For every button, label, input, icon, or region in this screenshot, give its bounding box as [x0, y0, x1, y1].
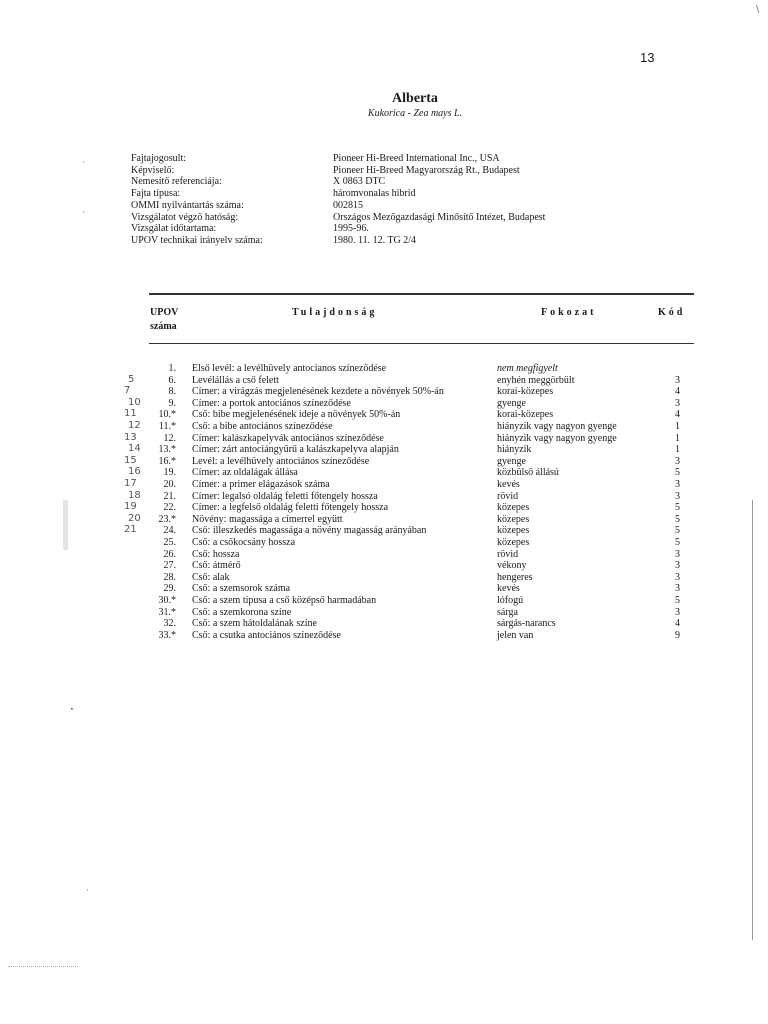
- row-code: 3: [675, 374, 680, 386]
- scan-speck: ·: [86, 886, 89, 896]
- row-code: 3: [675, 571, 680, 583]
- row-number: 1.: [168, 363, 176, 374]
- row-number: 33.*: [158, 629, 176, 641]
- row-number: 25.: [163, 537, 176, 548]
- row-grade: lófogú: [497, 595, 524, 606]
- row-grade: kevés: [497, 479, 520, 490]
- row-grade: gyenge: [497, 455, 526, 467]
- row-property: Cső: a csutka antociános színeződése: [192, 629, 341, 641]
- row-property: Címer: kalászkapelyvák antociános színeződése: [192, 432, 384, 444]
- row-number: 31.*: [158, 606, 176, 618]
- document-title: Alberta: [392, 91, 438, 106]
- row-grade: hiányzik vagy nagyon gyenge: [497, 421, 617, 432]
- row-number: 23.*: [158, 513, 176, 525]
- row-property: Cső: a bibe antociános színeződése: [192, 421, 333, 432]
- row-number: 13.*: [158, 444, 176, 456]
- scan-speck: \: [756, 4, 760, 15]
- row-code: 5: [675, 513, 680, 525]
- row-code: 5: [675, 467, 680, 479]
- row-number: 22.: [163, 502, 176, 514]
- row-property: Cső: illeszkedés magassága a növény magasság arányában: [192, 525, 427, 537]
- row-grade: vékony: [497, 560, 527, 572]
- row-property: Cső: hossza: [192, 548, 240, 560]
- row-code: 1: [675, 444, 680, 456]
- meta-label: Vizsgálatot végző hatóság:: [131, 211, 239, 223]
- row-number: 10.*: [158, 409, 176, 421]
- handwritten-number: 14: [128, 443, 141, 455]
- row-code: 3: [675, 560, 680, 572]
- row-code: 1: [675, 421, 680, 432]
- row-property: Cső: a szemsorok száma: [192, 583, 291, 595]
- row-code: 5: [675, 537, 680, 548]
- handwritten-number: 11: [124, 408, 137, 420]
- scan-speck: ·: [70, 702, 74, 716]
- row-code: 5: [675, 595, 680, 606]
- row-code: 4: [675, 386, 680, 398]
- row-number: 16.*: [158, 455, 176, 467]
- row-property: Levél: a levélhüvely antociános színeződése: [192, 455, 370, 467]
- handwritten-number: 18: [128, 489, 141, 501]
- row-grade: sárgás-narancs: [497, 618, 556, 630]
- row-property: Címer: a portok antociános színeződése: [192, 397, 351, 409]
- row-number: 28.: [163, 571, 176, 583]
- row-grade: korai-közepes: [497, 386, 554, 398]
- handwritten-number: 17: [124, 478, 137, 489]
- row-property: Cső: átmérő: [192, 560, 241, 572]
- row-number: 9.: [168, 397, 176, 409]
- handwritten-number: 10: [128, 396, 141, 408]
- table-header-rule: [149, 343, 694, 344]
- row-grade: közepes: [497, 525, 530, 537]
- row-grade: hiányzik: [497, 444, 532, 456]
- row-number: 24.: [163, 525, 176, 537]
- row-property: Címer: az oldalágak állása: [192, 467, 298, 479]
- meta-value: 1980. 11. 12. TG 2/4: [333, 234, 417, 246]
- row-property: Címer: a virágzás megjelenésének kezdete a növények 50%-án: [192, 386, 444, 398]
- meta-label: Vizsgálat időtartama:: [131, 223, 217, 235]
- header-upov: UPOV: [150, 307, 179, 318]
- header-number: száma: [150, 321, 177, 332]
- handwritten-number: 16: [128, 466, 141, 478]
- row-property: Címer: a legfelső oldalág feletti főtengely hossza: [192, 502, 389, 514]
- meta-value: Országos Mezőgazdasági Minősítő Intézet, Budapest: [333, 211, 546, 223]
- header-property: Tulajdonság: [292, 307, 378, 318]
- scan-speck: ·: [82, 158, 85, 168]
- row-number: 26.: [163, 548, 176, 560]
- row-property: Cső: bibe megjelenésének ideje a növények 50%-án: [192, 409, 401, 421]
- row-code: 1: [675, 432, 680, 444]
- row-grade: gyenge: [497, 397, 526, 409]
- row-grade: hiányzik vagy nagyon gyenge: [497, 432, 617, 444]
- row-property: Cső: a szem típusa a cső középső harmadában: [192, 595, 377, 606]
- document-subtitle: Kukorica - Zea mays L.: [367, 108, 463, 119]
- row-grade: közepes: [497, 537, 530, 548]
- row-number: 29.: [163, 583, 176, 595]
- meta-label: UPOV technikai irányelv száma:: [131, 234, 263, 246]
- row-property: Levélállás a cső felett: [192, 374, 279, 386]
- row-grade: sárga: [497, 606, 518, 618]
- row-grade: hengeres: [497, 571, 533, 583]
- scan-edge-shade: [63, 500, 68, 550]
- row-code: 3: [675, 455, 680, 467]
- handwritten-number: 20: [128, 512, 141, 524]
- handwritten-number: 21: [124, 524, 137, 536]
- meta-value: 002815: [333, 199, 363, 211]
- row-number: 20.: [163, 479, 176, 490]
- row-number: 27.: [163, 560, 176, 572]
- row-number: 32.: [163, 618, 176, 630]
- handwritten-number: 7: [124, 385, 131, 397]
- meta-value: Pioneer Hi-Breed Magyarország Rt., Budapest: [333, 164, 520, 176]
- row-number: 21.: [163, 490, 176, 502]
- meta-label: Képviselő:: [131, 164, 175, 176]
- row-code: 5: [675, 525, 680, 537]
- row-grade: rövid: [497, 490, 519, 502]
- row-number: 8.: [168, 386, 176, 398]
- row-grade: enyhén meggörbült: [497, 374, 575, 386]
- row-property: Cső: a szemkorona színe: [192, 606, 292, 618]
- row-code: 3: [675, 397, 680, 409]
- row-property: Cső: a csőkocsány hossza: [192, 537, 296, 548]
- row-property: Növény: magassága a címerrel együtt: [192, 513, 343, 525]
- row-code: 3: [675, 583, 680, 595]
- row-number: 12.: [163, 432, 176, 444]
- row-grade: jelen van: [497, 629, 534, 641]
- row-grade: rövid: [497, 548, 519, 560]
- row-property: Címer: legalsó oldalág feletti főtengely hossza: [192, 490, 378, 502]
- page-number: 13: [640, 50, 655, 65]
- meta-value: 1995-96.: [333, 223, 369, 235]
- row-code: 3: [675, 490, 680, 502]
- handwritten-number: 12: [128, 420, 141, 431]
- row-grade: korai-közepes: [497, 409, 554, 421]
- row-code: 3: [675, 606, 680, 618]
- row-code: 9: [675, 629, 680, 641]
- row-property: Első levél: a levélhüvely antocianos színeződése: [192, 363, 387, 374]
- meta-value: X 0863 DTC: [333, 176, 386, 188]
- row-number: 19.: [163, 467, 176, 479]
- table-top-rule: [149, 293, 694, 295]
- row-code: 4: [675, 409, 680, 421]
- row-code: 3: [675, 479, 680, 490]
- row-grade: kevés: [497, 583, 520, 595]
- row-grade: nem megfigyelt: [497, 363, 558, 374]
- row-number: 6.: [168, 374, 176, 386]
- header-grade: Fokozat: [541, 307, 597, 318]
- row-grade: közepes: [497, 513, 530, 525]
- scan-edge-dots: [8, 966, 78, 967]
- handwritten-number: 13: [124, 431, 137, 443]
- meta-value: Pioneer Hi-Breed International Inc., USA: [333, 153, 500, 164]
- handwritten-number: 5: [128, 373, 135, 385]
- meta-label: Nemesítő referenciája:: [131, 176, 222, 188]
- handwritten-number: 19: [124, 501, 137, 513]
- row-grade: közbülső állású: [497, 467, 559, 479]
- row-number: 11.*: [158, 421, 176, 432]
- row-property: Cső: alak: [192, 571, 230, 583]
- row-number: 30.*: [158, 595, 176, 606]
- row-code: 4: [675, 618, 680, 630]
- scan-edge-line: [752, 500, 753, 940]
- row-property: Címer: zárt antociángyűrű a kalászkapelyva alapján: [192, 444, 399, 456]
- handwritten-number: 15: [124, 454, 137, 466]
- meta-value: háromvonalas hibrid: [333, 188, 416, 200]
- meta-label: Fajtajogosult:: [131, 153, 186, 164]
- header-code: Kód: [658, 307, 686, 318]
- row-code: 3: [675, 548, 680, 560]
- row-grade: közepes: [497, 502, 530, 514]
- row-property: Címer: a primer elágazások száma: [192, 479, 330, 490]
- row-code: 5: [675, 502, 680, 514]
- scan-speck: ·: [82, 208, 85, 218]
- meta-label: Fajta típusa:: [131, 188, 181, 200]
- row-property: Cső: a szem hátoldalának színe: [192, 618, 317, 630]
- meta-label: OMMI nyilvántartás száma:: [131, 199, 244, 211]
